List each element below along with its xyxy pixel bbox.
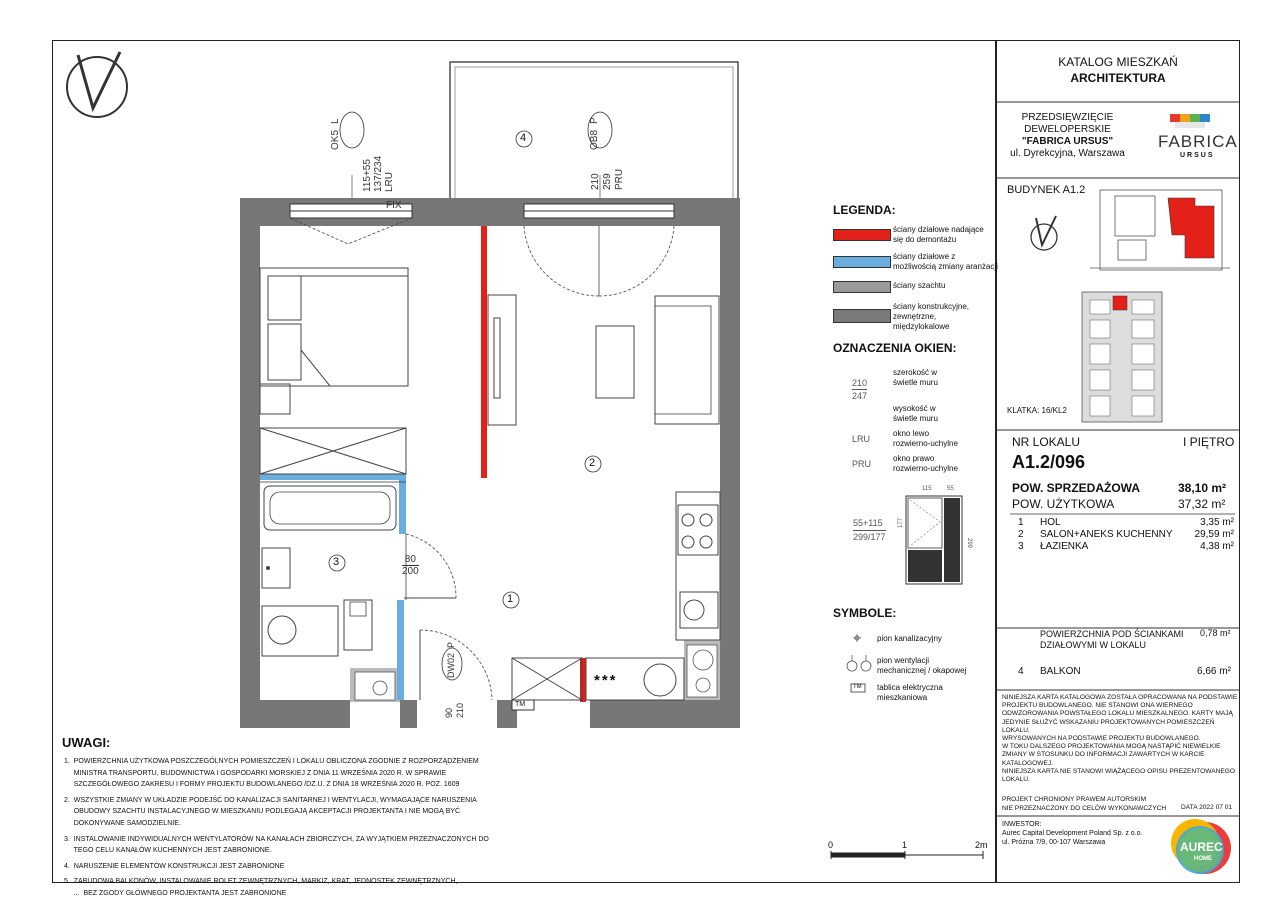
tm-symbol: TM [853, 684, 862, 690]
window-sample [906, 496, 962, 584]
project-info: PRZEDSIĘWZIĘCIE DEWELOPERSKIE "FABRICA URSUS" ul. Dyrekcyjna, Warszawa [1010, 112, 1125, 159]
room-row: 1 HOL 3,35 m² [1018, 517, 1234, 528]
fix-label: FIX [386, 200, 402, 211]
sheet-date: DATA 2022 07 01 [1181, 804, 1233, 811]
demountable-wall [481, 226, 487, 478]
balcony-label: BALKON [1040, 666, 1081, 677]
usable-area-value: 37,32 m² [1178, 497, 1226, 511]
legend-swatch-red [833, 229, 891, 241]
unit-floor: I PIĘTRO [1183, 435, 1235, 449]
dim-177: 177 [898, 517, 905, 529]
legend-item-4: ściany konstrukcyjne, zewnętrzne, międzylokalowe [893, 302, 970, 331]
sale-area-label: POW. SPRZEDAŻOWA [1012, 481, 1141, 495]
klatka-label: KLATKA: 16/KL2 [1007, 406, 1067, 415]
symbol-sewer: pion kanalizacyjny [877, 634, 942, 643]
window-ok5-dims: 115+55 137/234 LRU [362, 155, 395, 192]
room-2-label: 2 [589, 457, 596, 469]
aurec-logo-text: AUREC [1180, 840, 1223, 854]
aurec-logo-sub: HOME [1194, 856, 1212, 862]
under-walls-label: POWIERZCHNIA POD ŚCIANKAMI DZIAŁOWYMI W LOKALU [1040, 629, 1184, 650]
room-1-label: 1 [507, 593, 514, 605]
entrance-door-tag: DW02 P [446, 641, 456, 678]
balcony-no: 4 [1018, 666, 1024, 677]
fabrica-logo-sub: URSUS [1180, 152, 1215, 159]
unit-number: A1.2/096 [1012, 452, 1086, 472]
legend-swatch-blue [833, 256, 891, 268]
room-table [1018, 517, 1234, 553]
pru-code: PRU [852, 459, 872, 469]
dim-115: 115 [922, 486, 932, 492]
disclaimer: NINIEJSZA KARTA KATALOGOWA ZOSTAŁA OPRACOWANA NA PODSTAWIE PROJEKTU BUDOWLANEGO. NIE STANOWI ONA WIERNEGO ODWZOROWANIA POWSTAŁEGO LOKALU MIESZKALNEGO. KARTY MAJĄ JEDYNIE SŁUŻYĆ WSKAZANIU PROJEKTOWANYCH POMIESZCZEŃ LOKALU, WRYSOWANYCH NA PODSTAWIE PROJEKTU BUDOWLANEGO. W TOKU DALSZEGO PROJEKTOWANIA MOGĄ NASTĄPIĆ NIEWIELKIE ZMIANY W STOSUNKU DO INFORMACJI ZAWARTYCH W KARCIE KATALOGOWEJ. NINIEJSZA KARTA NIE STANOWI WIĄŻĄCEGO OPISU PREZENTOWANEGO LOKALU. [1002, 694, 1238, 784]
usable-area-label: POW. UŻYTKOWA [1012, 497, 1115, 511]
window-ob8-dims: 210 259 PRU [590, 168, 625, 190]
sale-area-value: 38,10 m² [1178, 481, 1227, 495]
legend-title: LEGENDA: [833, 203, 896, 217]
notes-title: UWAGI: [62, 735, 111, 750]
electric-stars: *** [594, 672, 618, 689]
legend-item-2: ściany działowe z możliwością zmiany aranżacji [893, 252, 998, 271]
under-walls-area: 0,78 m² [1200, 628, 1231, 638]
symbols-title: SYMBOLE: [833, 606, 897, 620]
legend-swatch-grey [833, 281, 891, 293]
legend-item-1: ściany działowe nadające się do demontażu [893, 225, 984, 244]
room-3-label: 3 [333, 556, 340, 568]
fabrica-logo [1170, 114, 1210, 128]
pru-desc: okno prawo rozwierno-uchylne [893, 454, 958, 473]
copyright: PROJEKT CHRONIONY PRAWEM AUTORSKIM NIE PRZEZNACZONY DO CELÓW WYKONAWCZYCH [1002, 796, 1167, 812]
investor-info: INWESTOR: Aurec Capital Development Poland Sp. z o.o. ul. Próżna 7/9, 00-107 Warszawa [1002, 821, 1143, 846]
windows-height-desc: wysokość w świetle muru [893, 404, 938, 423]
symbol-electric: tablica elektryczna mieszkaniowa [877, 683, 943, 702]
catalog-title: KATALOG MIESZKAŃ [1058, 55, 1178, 69]
scale-2: 2m [975, 840, 988, 850]
lru-code: LRU [852, 434, 871, 444]
window-wh-sample: 210 247 [852, 378, 868, 401]
unit-nr-label: NR LOKALU [1012, 435, 1081, 449]
scale-0: 0 [828, 840, 834, 850]
window-ok5-tag: OK5 L [330, 118, 341, 150]
windows-title: OZNACZENIA OKIEN: [833, 341, 957, 355]
fabrica-logo-text: FABRICA [1158, 132, 1238, 151]
symbol-ventilation: pion wentylacji mechanicznej / okapowej [877, 656, 967, 675]
tm-box: TM [515, 701, 526, 708]
entrance-door-dims: 90 210 [444, 702, 465, 718]
windows-width-desc: szerokość w świetle muru [893, 368, 938, 387]
north-arrow-logo [67, 52, 127, 117]
room-4-label: 4 [520, 132, 527, 144]
building-label: BUDYNEK A1.2 [1007, 184, 1086, 196]
bath-door-dims: 80 200 [402, 554, 419, 577]
legend-swatch-dark [833, 309, 891, 323]
scale-1: 1 [902, 840, 908, 850]
room-row: 2 SALON+ANEKS KUCHENNY 29,59 m² [1018, 529, 1234, 540]
window-sample-dims: 55+115 299/177 [853, 518, 886, 542]
lru-desc: okno lewo rozwierno-uchylne [893, 429, 958, 448]
scale-bar [831, 851, 983, 859]
balcony-area: 6,66 m² [1197, 666, 1231, 677]
rearrangeable-wall [260, 474, 406, 480]
dim-299: 299 [966, 537, 973, 549]
legend-item-3: ściany szachtu [893, 281, 946, 290]
dim-55: 55 [947, 486, 954, 492]
section-title: ARCHITEKTURA [1070, 71, 1166, 85]
room-row: 3 ŁAZIENKA 4,38 m² [1018, 541, 1234, 552]
notes-list: 1. POWIERZCHNIA UŻYTKOWA POSZCZEGÓLNYCH POMIESZCZEŃ I LOKALU OBLICZONA ZGODNIE Z ROZPORZĄDZENIEM MINISTRA TRANSPORTU, BUDOWNICTWA I GOSPODARKI MORSKIEJ Z DNIA 11 WRZEŚNIA 2020 R. W SPRAWIE SZCZEGÓŁOWEGO ZAKRESU I FORMY PROJEKTU BUDOWLANEGO /DZ.U. Z DNIA 18 WRZEŚNIA 2020 R. POZ. 1609 2. WSZYSTKIE ZMIANY W UKŁADZIE PODEJŚĆ DO KANALIZACJI SANITARNEJ I WENTYLACJI, WYMAGAJĄCE NARUSZENIA OBUDOWY SZACHTU INSTALACYJNEGO W MIESZKANIU PODLEGAJĄ AKCEPTACJI PROJEKTANTA I NIE MOGĄ BYĆ DOKONYWANE SAMODZIELNIE. 3. INSTALOWANIE INDYWIDUALNYCH WENTYLATORÓW NA KANAŁACH ZBIORCZYCH, ZA WYJĄTKIEM PRZEZNACZONYCH DO TEGO CELU KANAŁÓW KUCHENNYCH JEST ZABRONIONE. 4. NARUSZENIE ELEMENTÓW KONSTRUKCJI JEST ZABRONIONE 5. ZABUDOWA BALKONÓW, INSTALOWANIE ROLET ZEWNĘTRZNYCH, MARKIZ, KRAT, JEDNOSTEK ZEWNĘTRZNYCH, ... BEZ ZGODY GŁÓWNEGO PROJEKTANTA JEST ZABRONIONE [64, 758, 489, 897]
window-ob8-tag: OB8 P [589, 117, 600, 150]
building-key-plan [1082, 292, 1162, 422]
